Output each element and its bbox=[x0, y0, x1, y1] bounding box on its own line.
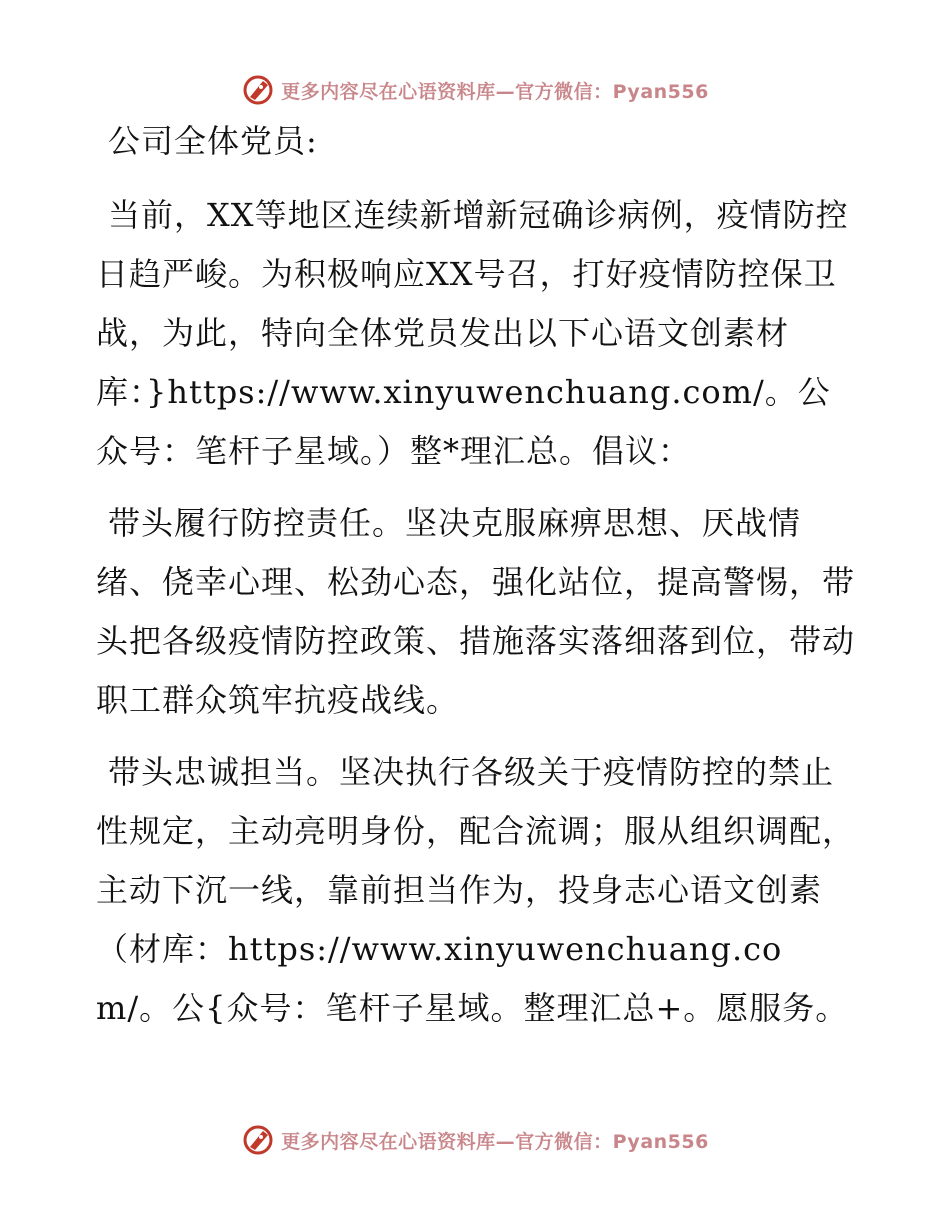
watermark-text: 更多内容尽在心语资料库—官方微信：Pyan556 bbox=[281, 1130, 709, 1153]
pen-nib-logo-icon bbox=[241, 1123, 275, 1157]
paragraph-loyalty: 带头忠诚担当。坚决执行各级关于疫情防控的禁止性规定，主动亮明身份，配合流调；服从组织调配，主动下沉一线，靠前担当作为，投身志心语文创素（材库：https://www.xinyuwenchuang.com/。公{众号：笔杆子星域。整理汇总+。愿服务。 bbox=[96, 753, 856, 1027]
header-watermark bbox=[0, 70, 950, 110]
paragraph-intro: 当前，XX等地区连续新增新冠确诊病例，疫情防控日趋严峻。为积极响应XX号召，打好疫情防控保卫战，为此，特向全体党员发出以下心语文创素材库：}https://www.xinyuwenchuang.com/。公众号：笔杆子星域。）整*理汇总。倡议： bbox=[96, 196, 849, 470]
footer-watermark bbox=[0, 1120, 950, 1160]
watermark-text: 更多内容尽在心语资料库—官方微信：Pyan556 bbox=[281, 80, 709, 103]
document-body bbox=[96, 112, 856, 1051]
pen-nib-logo-icon bbox=[241, 73, 275, 107]
greeting-line: 公司全体党员: bbox=[108, 122, 318, 160]
paragraph-responsibility: 带头履行防控责任。坚决克服麻痹思想、厌战情绪、侥幸心理、松劲心态，强化站位，提高警惕，带头把各级疫情防控政策、措施落实落细落到位，带动职工群众筑牢抗疫战线。 bbox=[96, 504, 856, 719]
